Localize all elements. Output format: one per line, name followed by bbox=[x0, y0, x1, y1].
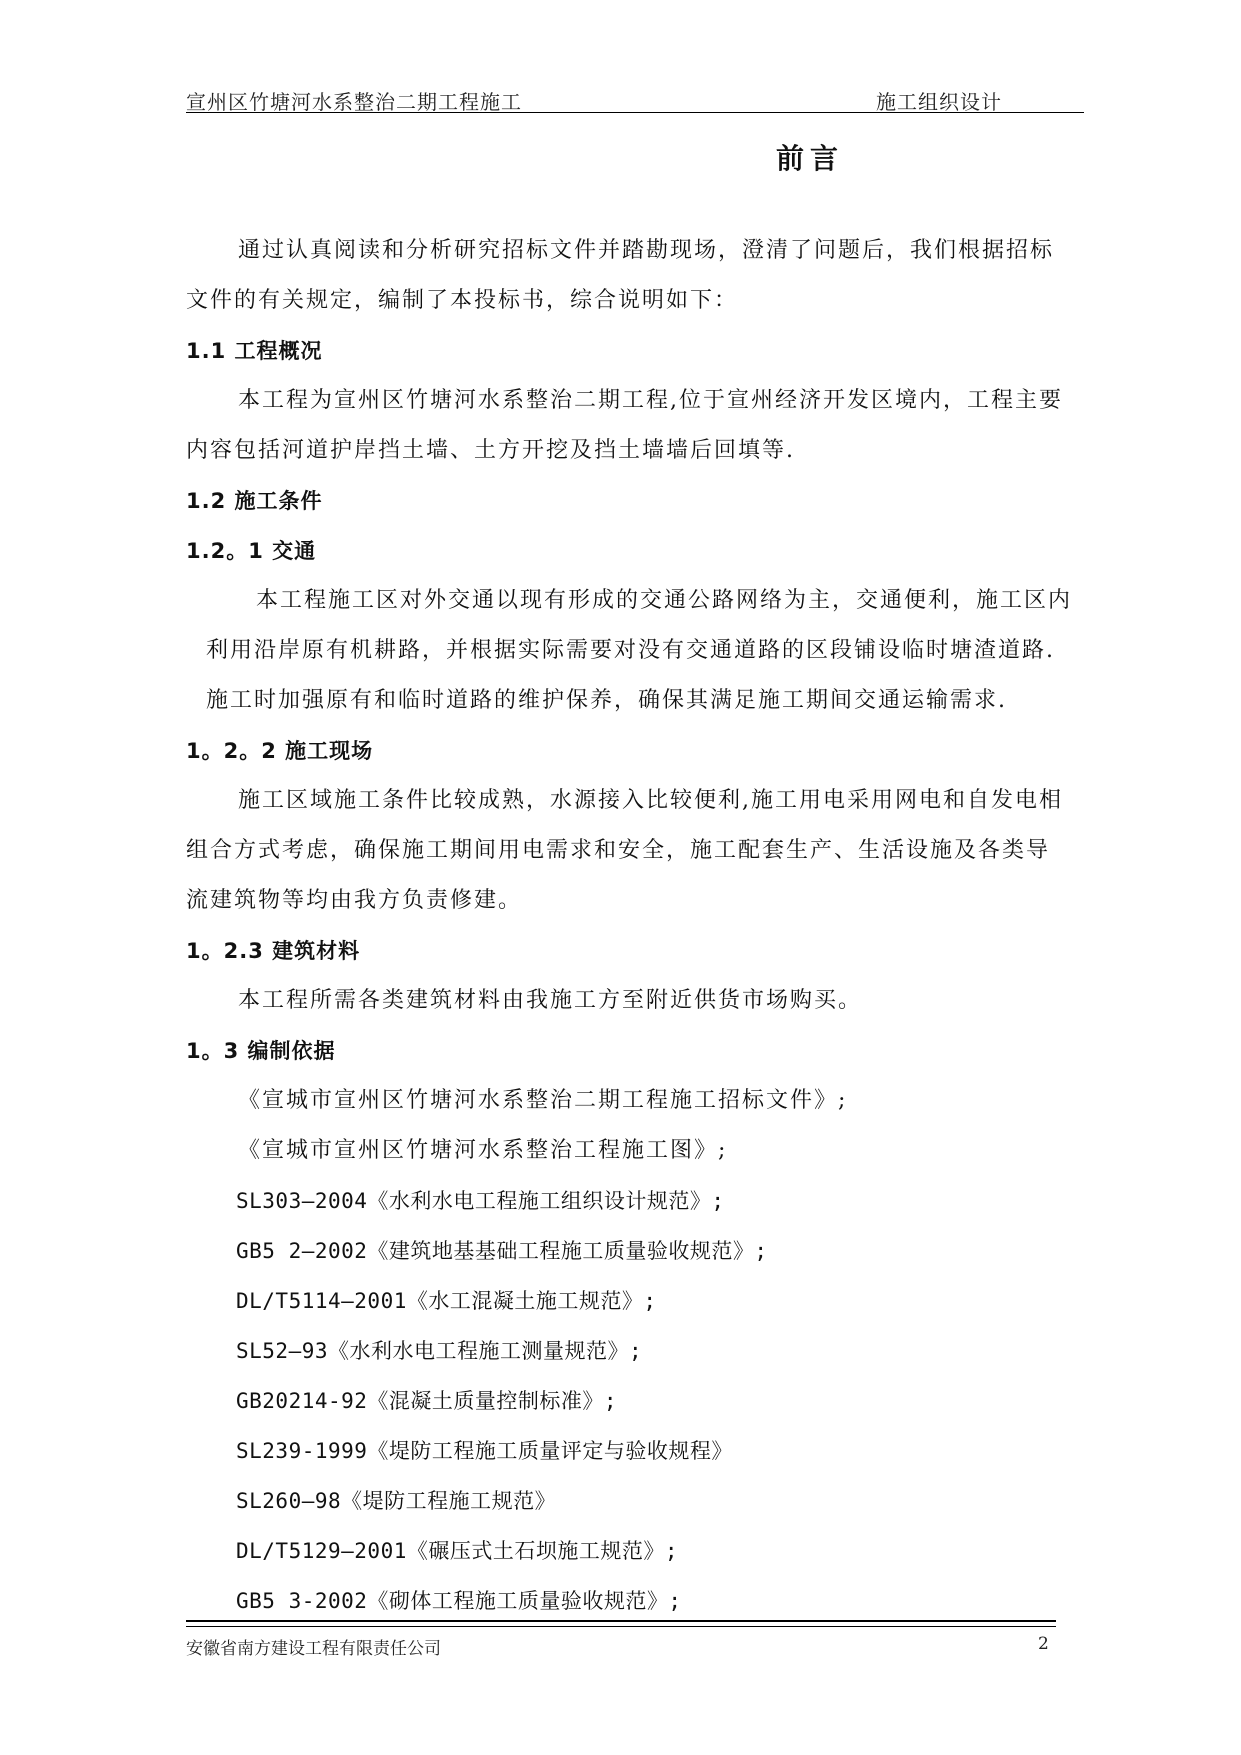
section-1-2-1-line-1: 本工程施工区对外交通以现有形成的交通公路网络为主，交通便利，施工区内 bbox=[256, 588, 1073, 613]
section-1-2-2-line-2: 组合方式考虑，确保施工期间用电需求和安全，施工配套生产、生活设施及各类导 bbox=[186, 838, 1051, 863]
section-1-2-1-line-3: 施工时加强原有和临时道路的维护保养，确保其满足施工期间交通运输需求. bbox=[206, 688, 1007, 713]
reference-item: DL/T5114—2001《水工混凝土施工规范》; bbox=[236, 1289, 657, 1313]
section-heading-1-1: 1.1 工程概况 bbox=[186, 339, 323, 363]
reference-item: SL239-1999《堤防工程施工质量评定与验收规程》 bbox=[236, 1439, 733, 1463]
reference-item: SL52—93《水利水电工程施工测量规范》; bbox=[236, 1339, 643, 1363]
section-heading-1-2-1: 1.2。1 交通 bbox=[186, 539, 317, 563]
header-document-type: 施工组织设计 bbox=[876, 90, 1002, 114]
section-heading-1-2: 1.2 施工条件 bbox=[186, 489, 323, 513]
section-1-2-2-line-3: 流建筑物等均由我方负责修建。 bbox=[186, 888, 523, 913]
section-heading-1-3: 1。3 编制依据 bbox=[186, 1039, 336, 1063]
section-1-1-line-2: 内容包括河道护岸挡土墙、土方开挖及挡土墙墙后回填等. bbox=[186, 438, 795, 463]
reference-item: 《宣城市宣州区竹塘河水系整治二期工程施工招标文件》; bbox=[238, 1088, 848, 1113]
footer-rule-thin bbox=[186, 1626, 1056, 1627]
intro-line-1: 通过认真阅读和分析研究招标文件并踏勘现场，澄清了问题后，我们根据招标 bbox=[238, 238, 1055, 263]
header-rule bbox=[186, 112, 1084, 113]
reference-item: GB5 3-2002《砌体工程施工质量验收规范》; bbox=[236, 1589, 682, 1613]
reference-item: DL/T5129—2001《碾压式土石坝施工规范》; bbox=[236, 1539, 679, 1563]
intro-line-2: 文件的有关规定，编制了本投标书，综合说明如下： bbox=[186, 288, 739, 313]
section-1-2-2-line-1: 施工区域施工条件比较成熟，水源接入比较便利,施工用电采用网电和自发电相 bbox=[238, 788, 1063, 813]
header-project-name: 宣州区竹塘河水系整治二期工程施工 bbox=[186, 90, 522, 114]
footer-page-number: 2 bbox=[1038, 1634, 1049, 1654]
section-1-2-1-line-2: 利用沿岸原有机耕路，并根据实际需要对没有交通道路的区段铺设临时塘渣道路. bbox=[206, 638, 1055, 663]
section-heading-1-2-3: 1。2.3 建筑材料 bbox=[186, 939, 361, 963]
footer-company: 安徽省南方建设工程有限责任公司 bbox=[186, 1639, 441, 1659]
footer-rule bbox=[186, 1620, 1056, 1622]
reference-item: GB5 2—2002《建筑地基基础工程施工质量验收规范》; bbox=[236, 1239, 768, 1263]
reference-item: GB20214-92《混凝土质量控制标准》; bbox=[236, 1389, 618, 1413]
section-heading-1-2-2: 1。2。2 施工现场 bbox=[186, 739, 374, 763]
section-1-1-line-1: 本工程为宣州区竹塘河水系整治二期工程,位于宣州经济开发区境内，工程主要 bbox=[238, 388, 1063, 413]
page-title: 前言 bbox=[775, 142, 844, 175]
reference-item: SL260—98《堤防工程施工规范》 bbox=[236, 1489, 557, 1513]
reference-item: 《宣城市宣州区竹塘河水系整治工程施工图》; bbox=[238, 1138, 728, 1163]
section-1-2-3-line-1: 本工程所需各类建筑材料由我施工方至附近供货市场购买。 bbox=[238, 988, 863, 1013]
reference-item: SL303—2004《水利水电工程施工组织设计规范》; bbox=[236, 1189, 725, 1213]
